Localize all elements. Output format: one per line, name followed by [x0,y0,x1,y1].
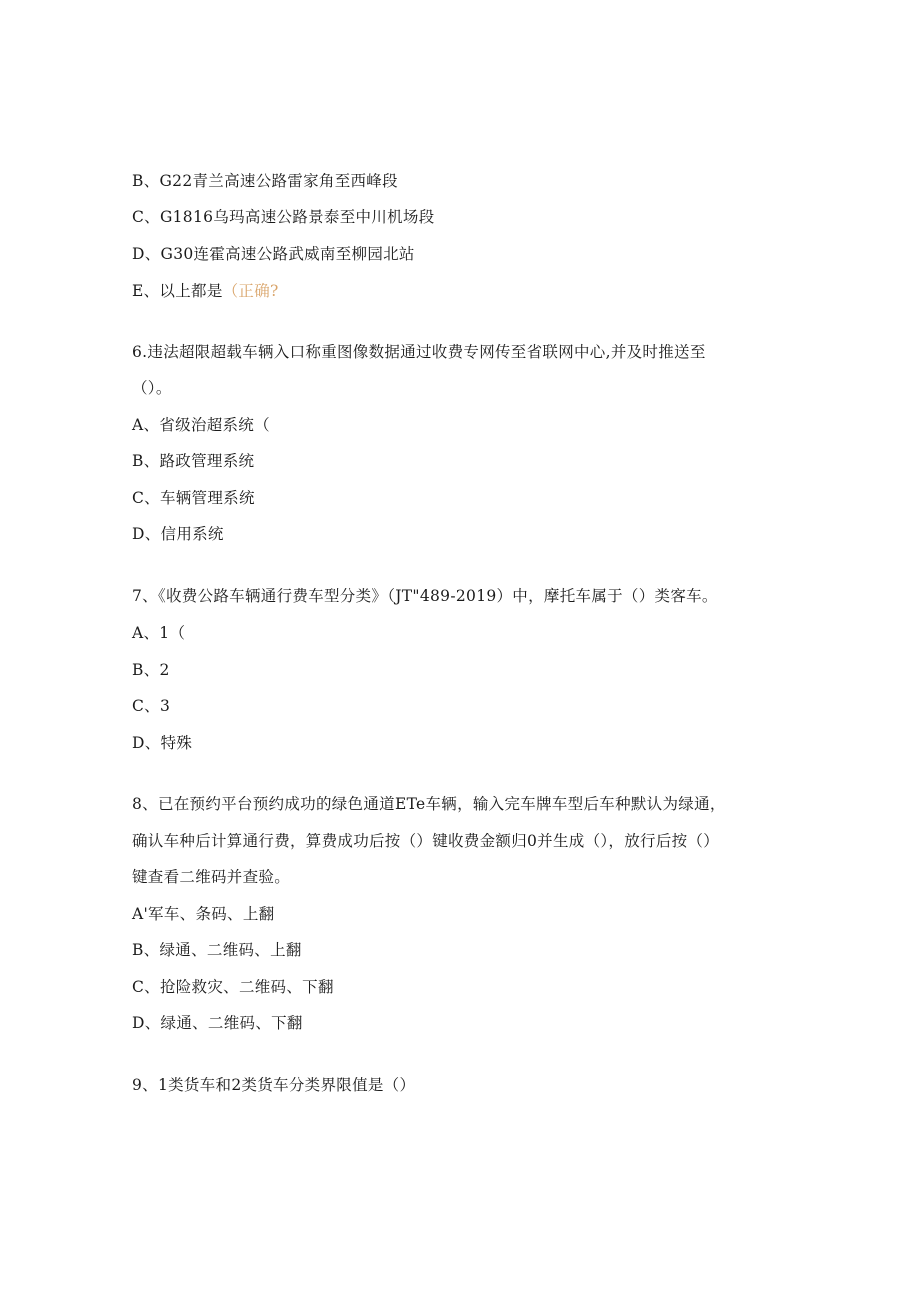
q8-stem-line-3: 键查看二维码并查验。 [132,868,291,886]
q8-option-d: D、绿通、二维码、下翻 [132,1014,303,1032]
q8-option-a: A'军车、条码、上翻 [132,905,275,923]
q5-answer-hint: （正确? [222,282,279,300]
q9-stem: 9、1类货车和2类货车分类界限值是（） [132,1076,416,1094]
q5-option-e-text: E、以上都是 [132,282,223,300]
q6-option-d: D、信用系统 [132,525,224,543]
q5-option-c: C、G1816乌玛高速公路景泰至中川机场段 [132,208,435,226]
q6-option-c: C、车辆管理系统 [132,489,255,507]
q7-option-d: D、特殊 [132,734,193,752]
q5-option-e [132,281,279,301]
q7-stem: 7、《收费公路车辆通行费车型分类》（JT"489-2019）中，摩托车属于（）类客车。 [132,587,718,605]
q7-option-b: B、2 [132,661,170,679]
q6-option-a: A、省级治超系统（ [132,416,270,434]
q8-stem-line-2: 确认车种后计算通行费，算费成功后按（）键收费金额归0并生成（），放行后按（） [132,832,720,850]
q8-option-c: C、抢险救灾、二维码、下翻 [132,978,334,996]
q7-option-c: C、3 [132,697,171,715]
q6-stem-line-1: 6.违法超限超载车辆入口称重图像数据通过收费专网传至省联网中心,并及时推送至 [132,343,706,361]
q5-option-d: D、G30连霍高速公路武威南至柳园北站 [132,245,415,263]
q8-option-b: B、绿通、二维码、上翻 [132,941,302,959]
q6-option-b: B、路政管理系统 [132,452,255,470]
q5-option-b: B、G22青兰高速公路雷家角至西峰段 [132,172,398,190]
q8-stem-line-1: 8、已在预约平台预约成功的绿色通道ETe车辆，输入完车牌车型后车种默认为绿通， [132,795,726,813]
q7-option-a: A、1（ [132,624,186,642]
q6-stem-line-2: （）。 [132,379,172,397]
